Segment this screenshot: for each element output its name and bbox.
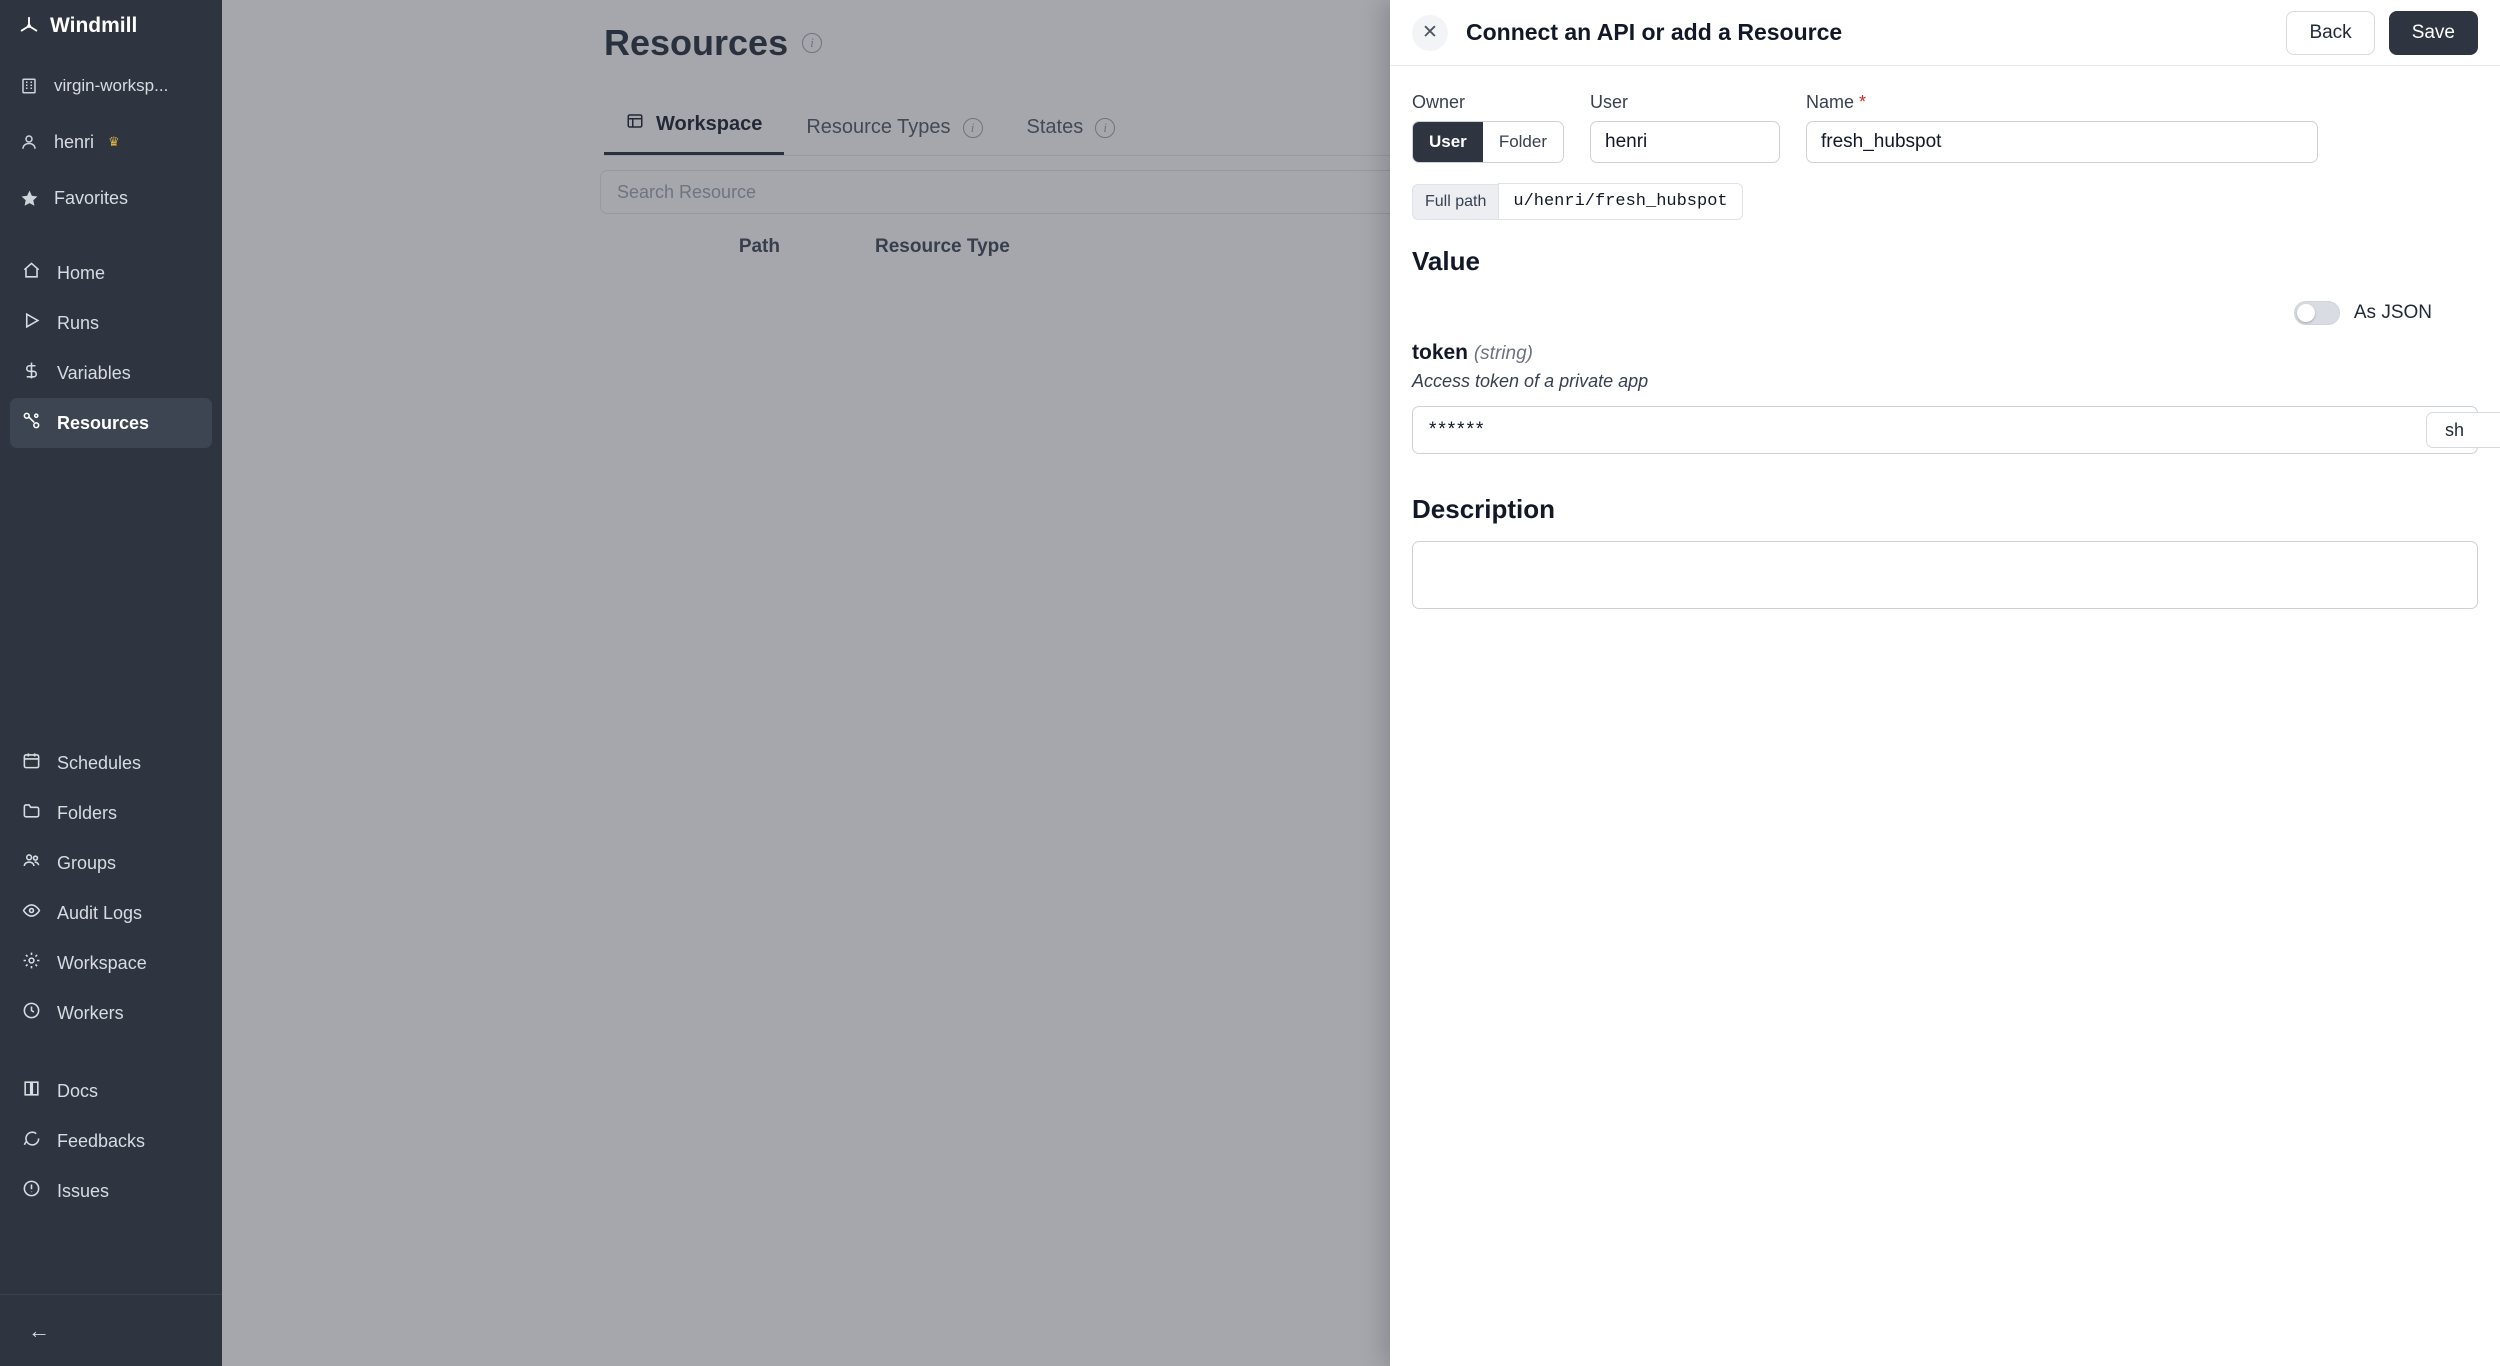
feedback-icon [22,1129,41,1153]
collapse-arrow-icon: ← [28,1317,50,1343]
name-input[interactable]: fresh_hubspot [1806,121,2318,163]
description-textarea[interactable] [1412,541,2478,609]
sidebar [0,0,222,1366]
home-icon [22,261,41,285]
crown-icon: ♛ [108,134,120,149]
connect-api-drawer [1390,0,2500,1366]
property-description: Access token of a private app [1412,371,1649,391]
sidebar-item-label: Schedules [57,752,142,773]
calendar-icon [22,751,41,775]
brand[interactable] [0,0,222,52]
user-label: User [1590,92,1629,112]
sidebar-item-label: Audit Logs [57,902,143,923]
required-marker: * [1859,92,1867,112]
sidebar-item-feedbacks[interactable] [10,1116,212,1166]
sidebar-item-label: Resources [57,412,150,433]
user-field [1590,92,1780,163]
toggle-knob [2297,304,2315,322]
sidebar-item-docs[interactable] [10,1066,212,1116]
sidebar-item-issues[interactable] [10,1166,212,1216]
back-button[interactable]: Back [2286,11,2374,55]
info-icon[interactable]: i [802,33,822,53]
info-icon[interactable]: i [963,118,983,138]
windmill-logo-icon [18,15,40,37]
tab-label: States [1026,116,1084,138]
sidebar-item-label: Workspace [57,952,147,973]
building-icon [18,75,40,97]
issues-icon [22,1179,41,1203]
token-row [1412,406,2478,454]
sidebar-item-audit-logs[interactable] [10,888,212,938]
modal-scrim[interactable] [222,0,1390,1366]
sidebar-item-label: Feedbacks [57,1130,146,1151]
sidebar-item-label: Home [57,262,106,283]
brand-label: Windmill [50,14,138,37]
as-json-toggle[interactable] [2294,301,2340,325]
property-name-text: token [1412,341,1469,364]
name-label [1806,92,2318,113]
user-icon [18,131,40,153]
dollar-icon [22,361,41,385]
book-icon [22,1079,41,1103]
sidebar-workspace-label: virgin-worksp... [54,76,169,95]
workers-icon [22,1001,41,1025]
owner-option-user[interactable]: User [1413,122,1483,162]
as-json-row [1412,301,2478,325]
user-input[interactable]: henri [1590,121,1780,163]
sidebar-collapse[interactable] [0,1294,222,1366]
play-icon [22,311,41,335]
owner-field [1412,92,1564,163]
value-section-title: Value [1412,246,1480,276]
drawer-body [1390,66,2500,609]
sidebar-item-runs[interactable] [10,298,212,348]
save-button[interactable]: Save [2389,11,2478,55]
sidebar-nav-primary [0,248,222,448]
sidebar-item-label: Variables [57,362,131,383]
owner-option-folder[interactable]: Folder [1483,122,1563,162]
column-header-resource-type: Resource Type [875,236,1010,257]
sidebar-item-label: Runs [57,312,100,333]
name-label-text: Name [1806,92,1855,112]
sidebar-item-label: Issues [57,1180,110,1201]
tab-label: Resource Types [806,116,951,138]
sidebar-nav-admin [0,738,222,1038]
close-icon[interactable]: ✕ [1412,15,1448,51]
owner-label: Owner [1412,92,1466,112]
sidebar-workspace[interactable] [0,58,222,114]
sidebar-top [0,52,222,226]
sidebar-favorites-label: Favorites [54,187,129,208]
full-path-label: Full path [1412,184,1498,220]
resources-icon [22,411,41,435]
sidebar-item-workspace[interactable] [10,938,212,988]
search-placeholder: Search Resource [617,181,757,202]
sidebar-item-groups[interactable] [10,838,212,888]
folder-icon [22,801,41,825]
page-title-label: Resources [604,22,789,63]
full-path-value: u/henri/fresh_hubspot [1498,183,1742,220]
name-field [1806,92,2318,163]
sidebar-item-label: Docs [57,1080,99,1101]
tab-label: Workspace [656,112,763,135]
column-header-path: Path [738,236,780,257]
sidebar-item-label: Workers [57,1002,124,1023]
sidebar-item-label: Groups [57,852,117,873]
property-type: (string) [1473,343,1533,364]
drawer-actions [2286,11,2478,55]
info-icon[interactable]: i [1095,118,1115,138]
drawer-title: Connect an API or add a Resource [1466,19,1843,45]
eye-icon [22,901,41,925]
sidebar-item-label: Folders [57,802,118,823]
sidebar-user[interactable] [0,114,222,170]
sidebar-item-resources[interactable] [10,398,212,448]
sidebar-item-folders[interactable] [10,788,212,838]
token-input[interactable]: ****** [1412,406,2478,454]
owner-toggle[interactable] [1412,121,1564,163]
gear-icon [22,951,41,975]
sidebar-item-workers[interactable] [10,988,212,1038]
as-json-label: As JSON [2353,302,2432,323]
identity-fields [1412,92,2478,163]
sidebar-item-home[interactable] [10,248,212,298]
star-icon [18,187,40,209]
groups-icon [22,851,41,875]
sidebar-user-label: henri [54,131,95,152]
sidebar-item-schedules[interactable] [10,738,212,788]
sidebar-nav-help [0,1066,222,1216]
sidebar-item-variables[interactable] [10,348,212,398]
description-section-title: Description [1412,494,1556,524]
full-path-row [1412,183,2478,220]
sidebar-favorites[interactable] [0,170,222,226]
property-name [1412,341,2478,365]
drawer-header [1390,0,2500,66]
show-password-button[interactable]: sh [2426,412,2500,448]
